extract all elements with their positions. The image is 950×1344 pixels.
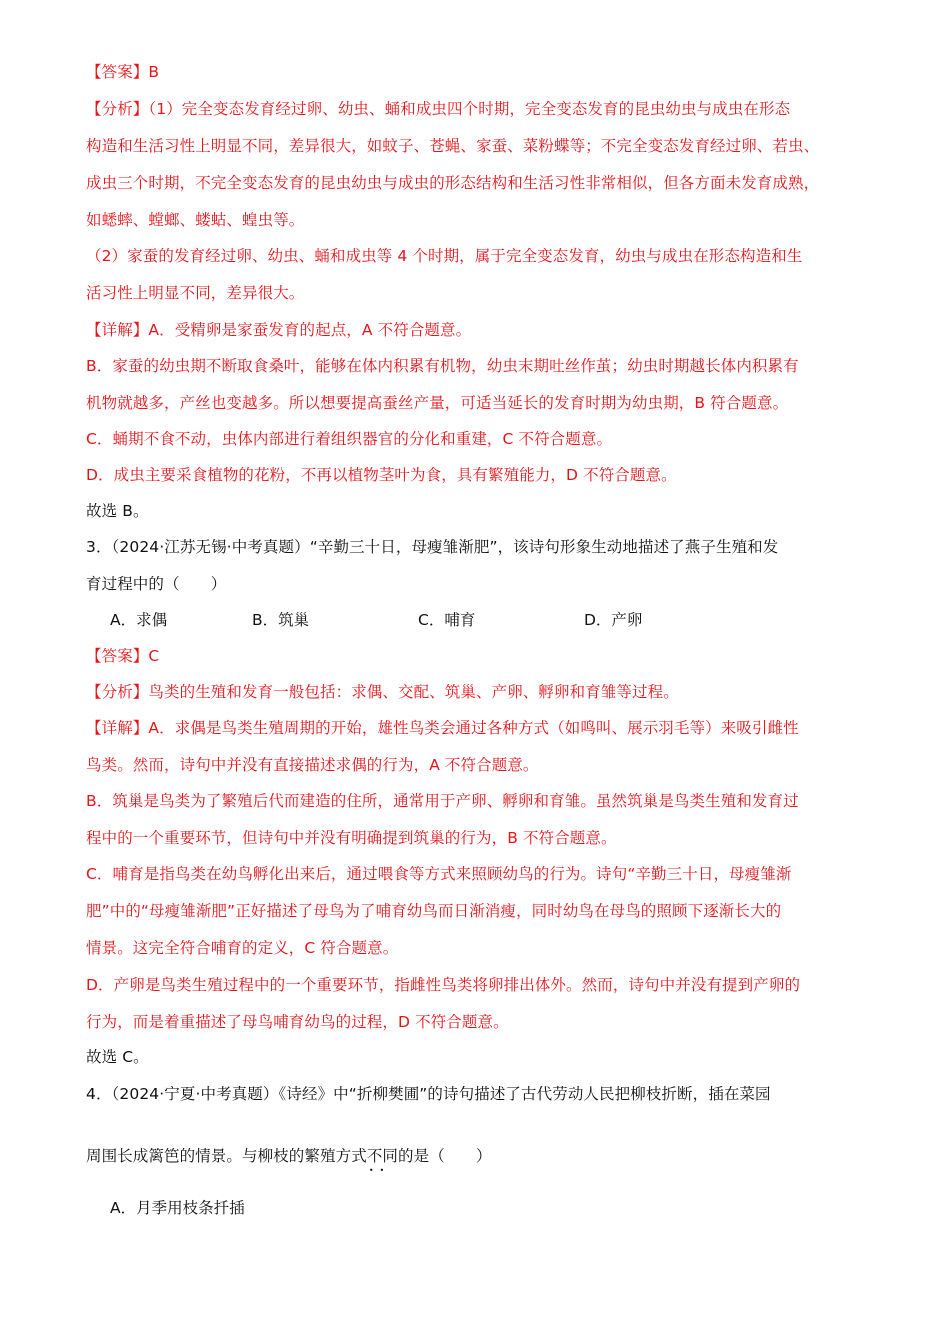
q3-stem-line: 育过程中的（ ） xyxy=(86,575,227,593)
q4-stem-post: 的是（ ） xyxy=(398,1147,492,1165)
q2-answer: 【答案】B xyxy=(86,63,160,81)
q3-detail-line: 鸟类。然而，诗句中并没有直接描述求偶的行为，A 不符合题意。 xyxy=(86,756,539,774)
emphasis-text: 不同 •• xyxy=(367,1147,398,1165)
q2-analysis-line: 活习性上明显不同，差异很大。 xyxy=(86,284,305,302)
q4-stem-pre: 周围长成篱笆的情景。与柳枝的繁殖方式 xyxy=(86,1147,367,1165)
q3-conclusion: 故选 C。 xyxy=(86,1048,149,1066)
q3-stem-line: 3．（2024·江苏无锡·中考真题）“辛勤三十日，母瘦雏渐肥”，该诗句形象生动地描述了燕子生殖和发 xyxy=(86,538,779,556)
q3-detail-line: 肥”中的“母瘦雏渐肥”正好描述了母鸟为了哺育幼鸟而日渐消瘦，同时幼鸟在母鸟的照顾下逐渐长大的 xyxy=(86,902,782,920)
q3-detail-line: C．哺育是指鸟类在幼鸟孵化出来后，通过喂食等方式来照顾幼鸟的行为。诗句“辛勤三十日，母瘦雏渐 xyxy=(86,865,792,883)
q3-option-c: C．哺育 xyxy=(418,611,476,629)
q2-detail-line: 【详解】A．受精卵是家蚕发育的起点，A 不符合题意。 xyxy=(86,321,472,339)
q2-analysis-line: 成虫三个时期，不完全变态发育的昆虫幼虫与成虫的形态结构和生活习性非常相似，但各方面未发育成熟， xyxy=(86,174,820,192)
q3-detail-line: B．筑巢是鸟类为了繁殖后代而建造的住所，通常用于产卵、孵卵和育雏。虽然筑巢是鸟类生殖和发育过 xyxy=(86,792,799,810)
q3-detail-line: 【详解】A．求偶是鸟类生殖周期的开始，雄性鸟类会通过各种方式（如鸣叫、展示羽毛等）来吸引雌性 xyxy=(86,719,799,737)
q3-detail-line: 行为，而是着重描述了母鸟哺育幼鸟的过程，D 不符合题意。 xyxy=(86,1013,509,1031)
q2-detail-line: C．蛹期不食不动，虫体内部进行着组织器官的分化和重建，C 不符合题意。 xyxy=(86,430,613,448)
q3-analysis: 【分析】鸟类的生殖和发育一般包括：求偶、交配、筑巢、产卵、孵卵和育雏等过程。 xyxy=(86,683,679,701)
q3-answer: 【答案】C xyxy=(86,647,160,665)
q3-option-b: B．筑巢 xyxy=(252,611,310,629)
q4-stem-line xyxy=(86,1146,492,1166)
q2-detail-line: B．家蚕的幼虫期不断取食桑叶，能够在体内积累有机物，幼虫末期吐丝作茧；幼虫时期越长体内积累有 xyxy=(86,357,799,375)
q2-analysis-line: 【分析】（1）完全变态发育经过卵、幼虫、蛹和成虫四个时期，完全变态发育的昆虫幼虫与成虫在形态 xyxy=(86,100,791,118)
q2-analysis-line: 构造和生活习性上明显不同，差异很大，如蚊子、苍蝇、家蚕、菜粉蝶等；不完全变态发育经过卵、若虫、 xyxy=(86,137,820,155)
q4-option-a: A．月季用枝条扦插 xyxy=(110,1199,245,1217)
q3-detail-line: 程中的一个重要环节，但诗句中并没有明确提到筑巢的行为，B 不符合题意。 xyxy=(86,829,617,847)
q3-detail-line: 情景。这完全符合哺育的定义，C 符合题意。 xyxy=(86,939,399,957)
q3-detail-line: D．产卵是鸟类生殖过程中的一个重要环节，指雌性鸟类将卵排出体外。然而，诗句中并没有提到产卵的 xyxy=(86,976,801,994)
q2-analysis-line: 如蟋蟀、螳螂、蝼蛄、蝗虫等。 xyxy=(86,211,305,229)
q2-detail-line: 机物就越多，产丝也变越多。所以想要提高蚕丝产量，可适当延长的发育时期为幼虫期，B 符合题意。 xyxy=(86,394,789,412)
q2-analysis-line: （2）家蚕的发育经过卵、幼虫、蛹和成虫等 4 个时期，属于完全变态发育，幼虫与成虫在形态构造和生 xyxy=(86,247,803,265)
q3-option-a: A．求偶 xyxy=(110,611,168,629)
q2-detail-line: D．成虫主要采食植物的花粉，不再以植物茎叶为食，具有繁殖能力，D 不符合题意。 xyxy=(86,466,677,484)
q3-option-d: D．产卵 xyxy=(584,611,643,629)
q4-stem-line: 4．（2024·宁夏·中考真题）《诗经》中“折柳樊圃”的诗句描述了古代劳动人民把柳枝折断，插在菜园 xyxy=(86,1085,771,1103)
q2-conclusion: 故选 B。 xyxy=(86,502,149,520)
